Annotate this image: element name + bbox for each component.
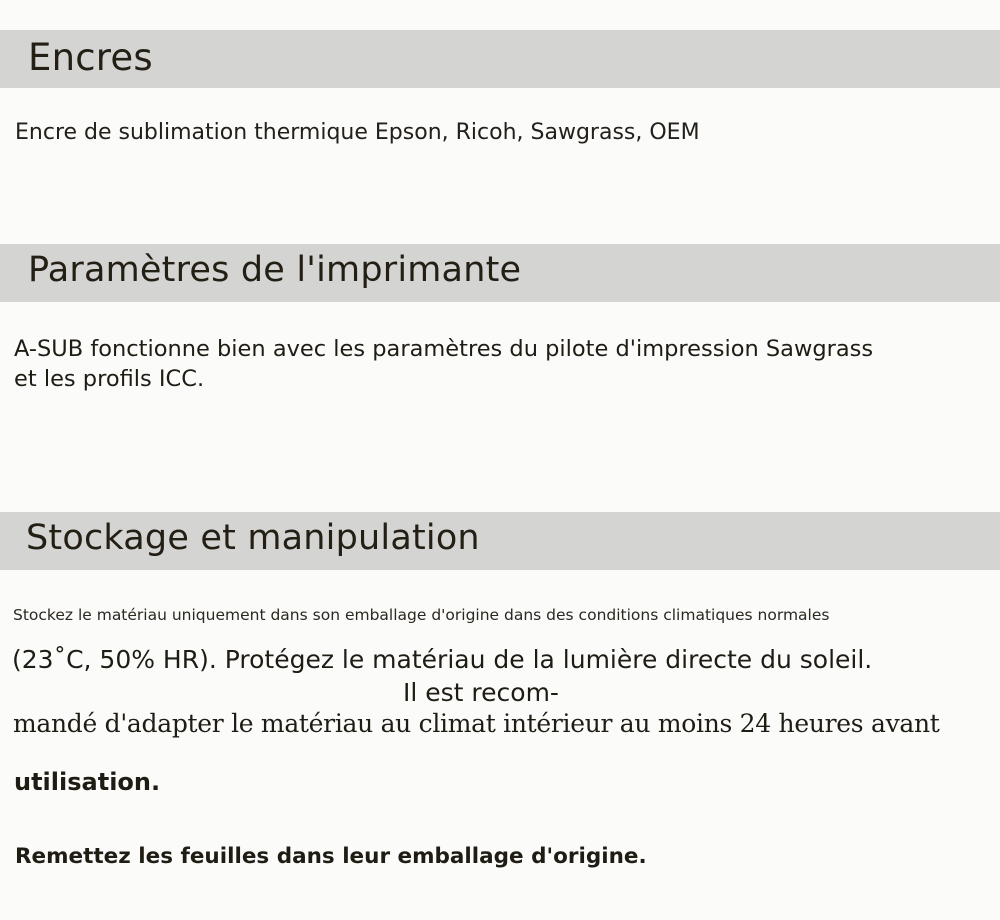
- section-header-band: [0, 512, 1000, 570]
- printer-settings-text-line: A-SUB fonctionne bien avec les paramètres du pilote d'impression Sawgrass: [14, 336, 874, 362]
- section-title-encres: Encres: [28, 36, 153, 79]
- printer-settings-text-line: et les profils ICC.: [14, 366, 205, 392]
- encres-description: Encre de sublimation thermique Epson, Ricoh, Sawgrass, OEM: [15, 120, 700, 145]
- storage-text-line: (23˚C, 50% HR). Protégez le matériau de la lumière directe du soleil.: [12, 645, 873, 674]
- section-header-band: [0, 244, 1000, 302]
- storage-return-instruction: Remettez les feuilles dans leur emballage d'origine.: [15, 844, 647, 869]
- storage-text-line: utilisation.: [14, 768, 161, 796]
- storage-text-line: Il est recom-: [403, 678, 559, 707]
- storage-text-line: mandé d'adapter le matériau au climat intérieur au moins 24 heures avant: [13, 709, 940, 738]
- storage-text-line: Stockez le matériau uniquement dans son emballage d'origine dans des conditions climatiques normales: [13, 606, 830, 624]
- section-title-storage-handling: Stockage et manipulation: [26, 518, 480, 558]
- section-title-printer-settings: Paramètres de l'imprimante: [28, 250, 522, 290]
- section-header-band: [0, 30, 1000, 88]
